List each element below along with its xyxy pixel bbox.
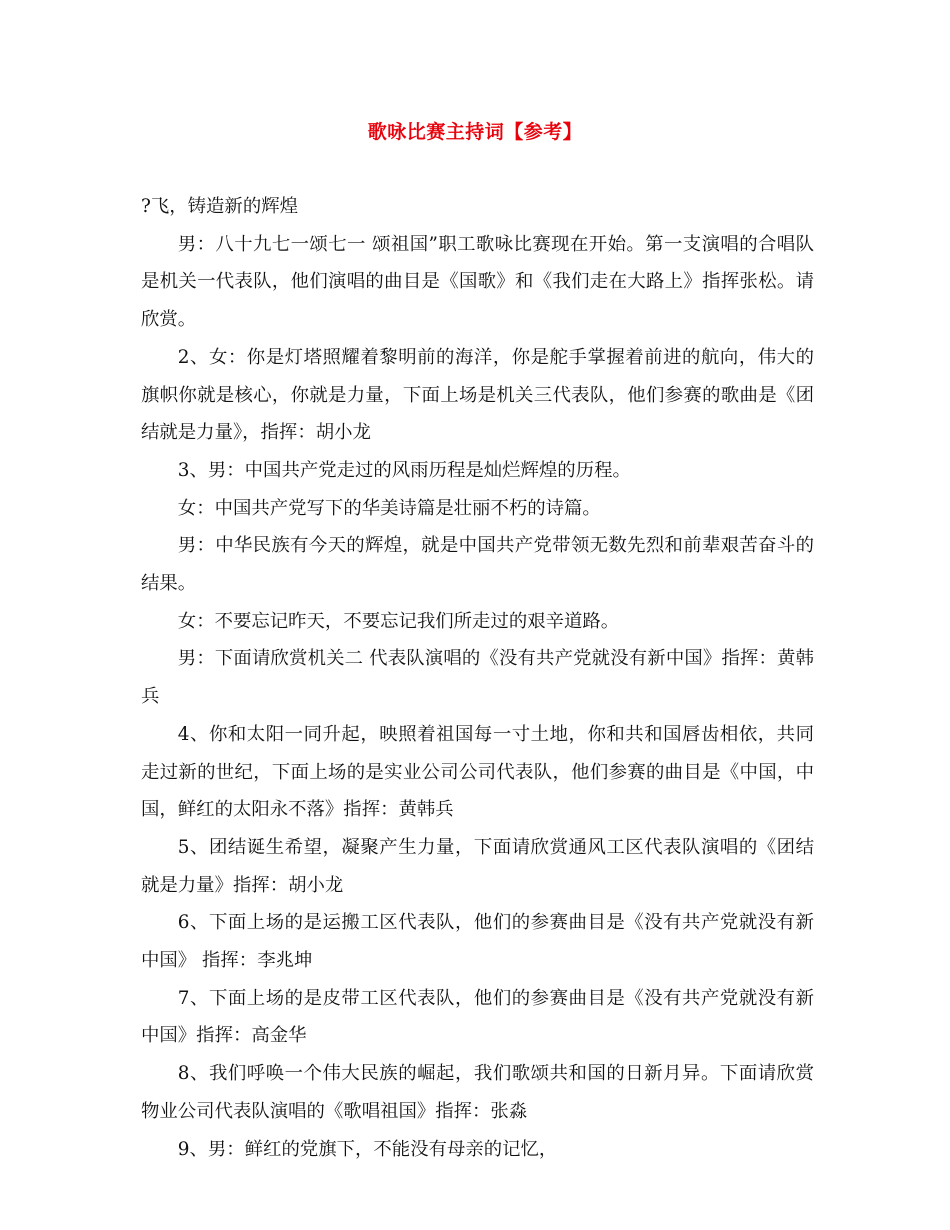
- paragraph: 男：下面请欣赏机关二 代表队演唱的《没有共产党就没有新中国》指挥：黄韩兵: [141, 648, 814, 708]
- document-body: [141, 188, 814, 1168]
- paragraph: 男：中华民族有今天的辉煌，就是中国共产党带领无数先烈和前辈艰苦奋斗的结果。: [141, 535, 814, 595]
- paragraph: 7、下面上场的是皮带工区代表队，他们的参赛曲目是《没有共产党就没有新中国》指挥：高金华: [141, 987, 814, 1047]
- paragraph: ?飞，铸造新的辉煌: [141, 196, 298, 217]
- paragraph: 3、男：中国共产党走过的风雨历程是灿烂辉煌的历程。: [177, 459, 631, 481]
- document-title: 歌咏比赛主持词【参考】: [367, 121, 583, 143]
- paragraph: 2、女：你是灯塔照耀着黎明前的海洋，你是舵手掌握着前进的航向，伟大的旗帜你就是核心，你就是力量，下面上场是机关三代表队，他们参赛的歌曲是《团结就是力量》，指挥：胡小龙: [141, 346, 814, 444]
- paragraph: 女：不要忘记昨天，不要忘记我们所走过的艰辛道路。: [177, 610, 620, 632]
- paragraph: 6、下面上场的是运搬工区代表队，他们的参赛曲目是《没有共产党就没有新中国》 指挥：李兆坤: [141, 912, 814, 972]
- paragraph: 女：中国共产党写下的华美诗篇是壮丽不朽的诗篇。: [177, 497, 601, 519]
- paragraph: 男：八十九七一颂七一 颂祖国”职工歌咏比赛现在开始。第一支演唱的合唱队是机关一代表队，他们演唱的曲目是《国歌》和《我们走在大路上》指挥张松。请欣赏。: [141, 233, 814, 331]
- paragraph: 8、我们呼唤一个伟大民族的崛起，我们歌颂共和国的日新月异。下面请欣赏物业公司代表队演唱的《歌唱祖国》指挥：张淼: [141, 1063, 814, 1122]
- paragraph: 4、你和太阳一同升起，映照着祖国每一寸土地，你和共和国唇齿相依，共同走过新的世纪，下面上场的是实业公司公司代表队，他们参赛的曲目是《中国，中国，鲜红的太阳永不落》指挥：黄韩兵: [141, 723, 814, 821]
- paragraph: 9、男：鲜红的党旗下，不能没有母亲的记忆，: [177, 1138, 558, 1160]
- paragraph: 5、团结诞生希望，凝聚产生力量，下面请欣赏通风工区代表队演唱的《团结就是力量》指挥：胡小龙: [141, 836, 814, 896]
